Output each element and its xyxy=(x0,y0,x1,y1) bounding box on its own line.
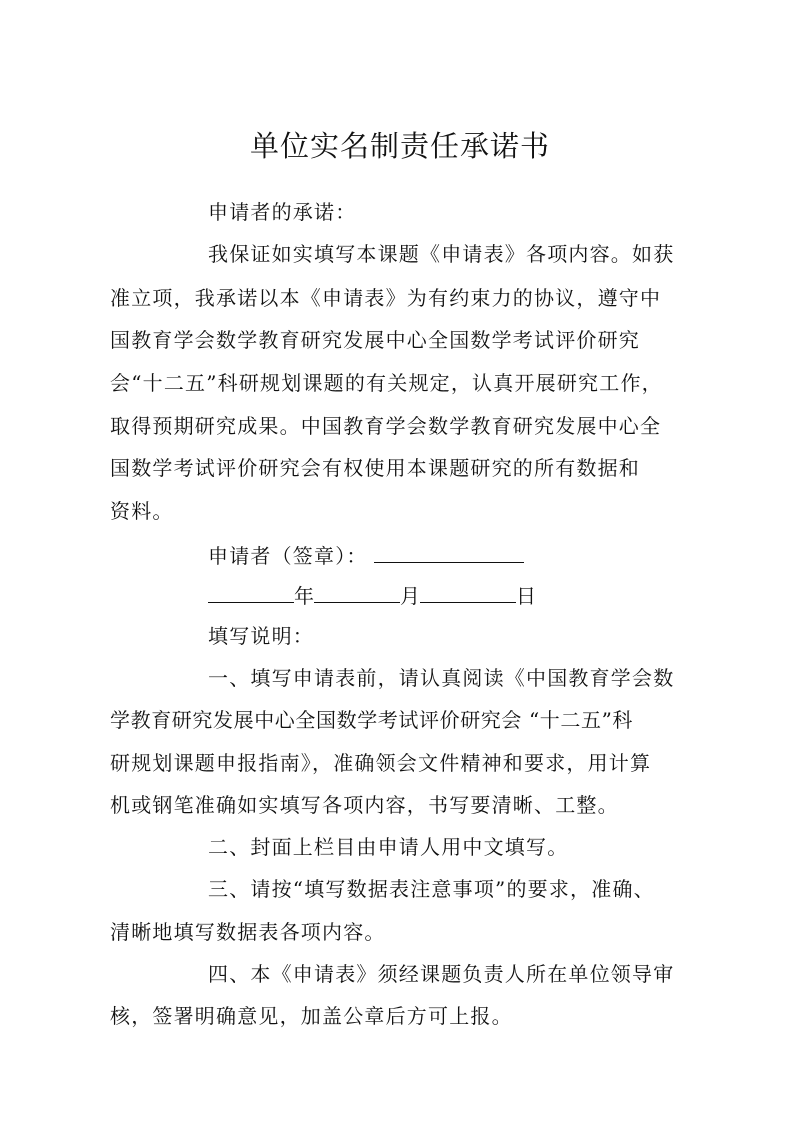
promise-line-1: 我保证如实填写本课题《申请表》各项内容。如获 xyxy=(208,242,675,266)
instruction-3-line-2: 清晰地填写数据表各项内容。 xyxy=(110,920,386,944)
signature-label: 申请者（签章）： xyxy=(208,544,368,568)
month-blank[interactable] xyxy=(314,580,400,603)
promise-line-7: 资料。 xyxy=(110,499,174,523)
month-label: 月 xyxy=(400,584,420,608)
instruction-4-line-1: 四、本《申请表》须经课题负责人所在单位领导审 xyxy=(208,962,675,986)
instruction-1-line-1: 一、填写申请表前，请认真阅读《中国教育学会数 xyxy=(208,666,675,690)
promise-heading: 申请者的承诺： xyxy=(208,200,357,224)
year-label: 年 xyxy=(294,584,314,608)
instruction-1-line-4: 机或钢笔准确如实填写各项内容，书写要清晰、工整。 xyxy=(110,793,619,817)
signature-row xyxy=(208,540,524,570)
day-blank[interactable] xyxy=(420,580,516,603)
instruction-1-line-2: 学教育研究发展中心全国数学考试评价研究会 “十二五”科 xyxy=(110,708,634,732)
promise-line-5: 取得预期研究成果。中国教育学会数学教育研究发展中心全 xyxy=(110,414,662,438)
promise-line-3: 国教育学会数学教育研究发展中心全国数学考试评价研究 xyxy=(110,328,640,352)
instructions-heading: 填写说明： xyxy=(208,624,314,648)
day-label: 日 xyxy=(516,584,536,608)
year-blank[interactable] xyxy=(208,580,294,603)
signature-blank[interactable] xyxy=(374,540,524,563)
promise-line-6: 国数学考试评价研究会有权使用本课题研究的所有数据和 xyxy=(110,456,640,480)
instruction-2-line-1: 二、封面上栏目由申请人用中文填写。 xyxy=(208,835,569,859)
document-title: 单位实名制责任承诺书 xyxy=(249,129,550,163)
instruction-4-line-2: 核，签署明确意见，加盖公章后方可上报。 xyxy=(110,1004,513,1028)
promise-line-2: 准立项，我承诺以本《申请表》为有约束力的协议，遵守中 xyxy=(110,286,662,310)
instruction-1-line-3: 研规划课题申报指南》，准确领会文件精神和要求，用计算 xyxy=(110,751,652,775)
instruction-3-line-1: 三、请按“填写数据表注意事项”的要求，准确、 xyxy=(208,877,655,901)
promise-line-4: 会“十二五”科研规划课题的有关规定，认真开展研究工作， xyxy=(110,371,663,395)
date-row xyxy=(208,580,536,610)
